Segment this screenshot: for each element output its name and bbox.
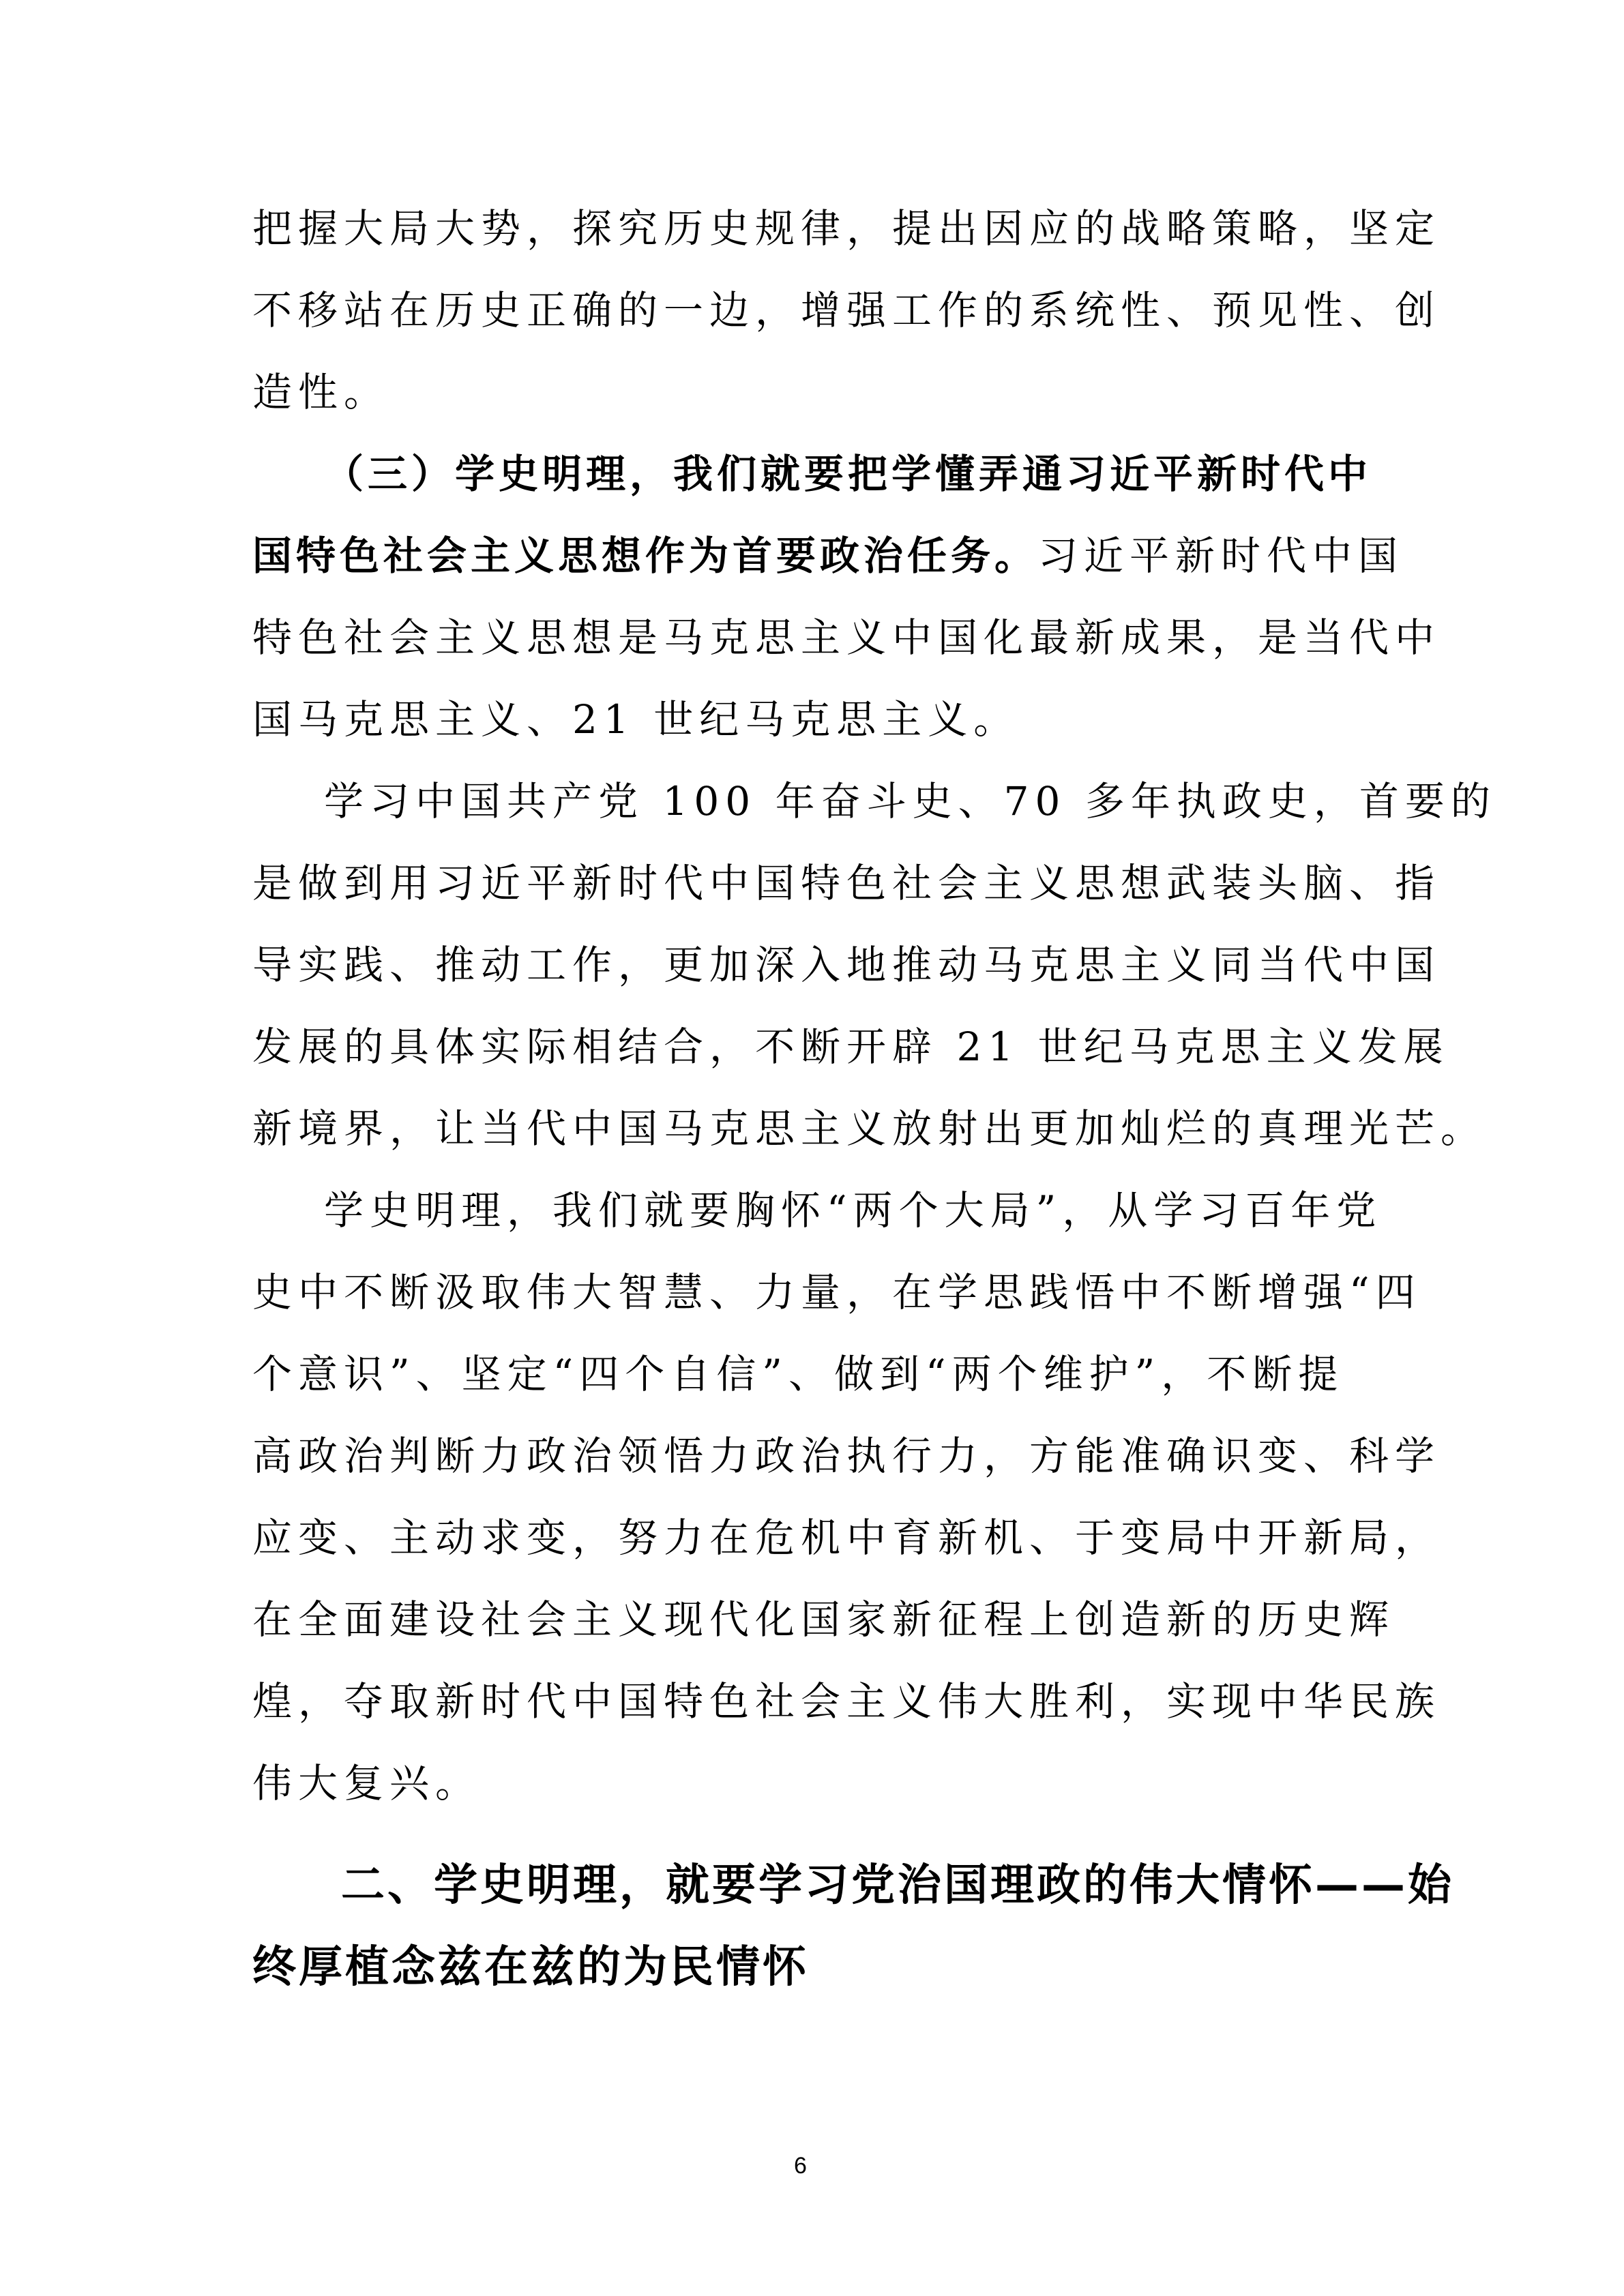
text-line [252,532,1404,580]
text-line: 导实践、推动工作，更加深入地推动马克思主义同当代中国 [252,942,1441,988]
text-line: 史中不断汲取伟大智慧、力量，在学思践悟中不断增强“四 [252,1269,1421,1315]
text-line: 不移站在历史正确的一边，增强工作的系统性、预见性、创 [252,287,1441,333]
text-line: 造性。 [252,369,390,415]
text-line: 个意识”、坚定“四个自信”、做到“两个维护”，不断提 [252,1351,1344,1397]
text-line: 把握大局大势，探究历史规律，提出因应的战略策略，坚定 [252,205,1441,252]
chapter-heading-continuation: 终厚植念兹在兹的为民情怀 [252,1942,809,1993]
text-run: 习近平新时代中国 [1038,533,1404,579]
text-line: 伟大复兴。 [252,1760,482,1806]
text-line: 在全面建设社会主义现代化国家新征程上创造新的历史辉 [252,1596,1396,1643]
text-line: 新境界，让当代中国马克思主义放射出更加灿烂的真理光芒。 [252,1105,1487,1152]
section-heading: （三）学史明理，我们就要把学懂弄通习近平新时代中 [324,451,1372,497]
text-line: 学习中国共产党 100 年奋斗史、70 多年执政史，首要的 [324,778,1496,824]
text-line: 特色社会主义思想是马克思主义中国化最新成果，是当代中 [252,614,1441,661]
chapter-heading: 二、学史明理，就要学习党治国理政的伟大情怀——始 [341,1860,1454,1911]
page-number: 6 [794,2153,807,2179]
section-heading-continuation: 国特色社会主义思想作为首要政治任务。 [252,533,1039,579]
text-line: 发展的具体实际相结合，不断开辟 21 世纪马克思主义发展 [252,1024,1449,1070]
text-line: 高政治判断力政治领悟力政治执行力，方能准确识变、科学 [252,1433,1441,1479]
text-line: 应变、主动求变，努力在危机中育新机、于变局中开新局， [252,1515,1441,1561]
text-line: 煌，夺取新时代中国特色社会主义伟大胜利，实现中华民族 [252,1678,1441,1725]
text-line: 学史明理，我们就要胸怀“两个大局”，从学习百年党 [324,1187,1383,1234]
text-line: 国马克思主义、21 世纪马克思主义。 [252,696,1020,743]
text-line: 是做到用习近平新时代中国特色社会主义思想武装头脑、指 [252,860,1441,906]
